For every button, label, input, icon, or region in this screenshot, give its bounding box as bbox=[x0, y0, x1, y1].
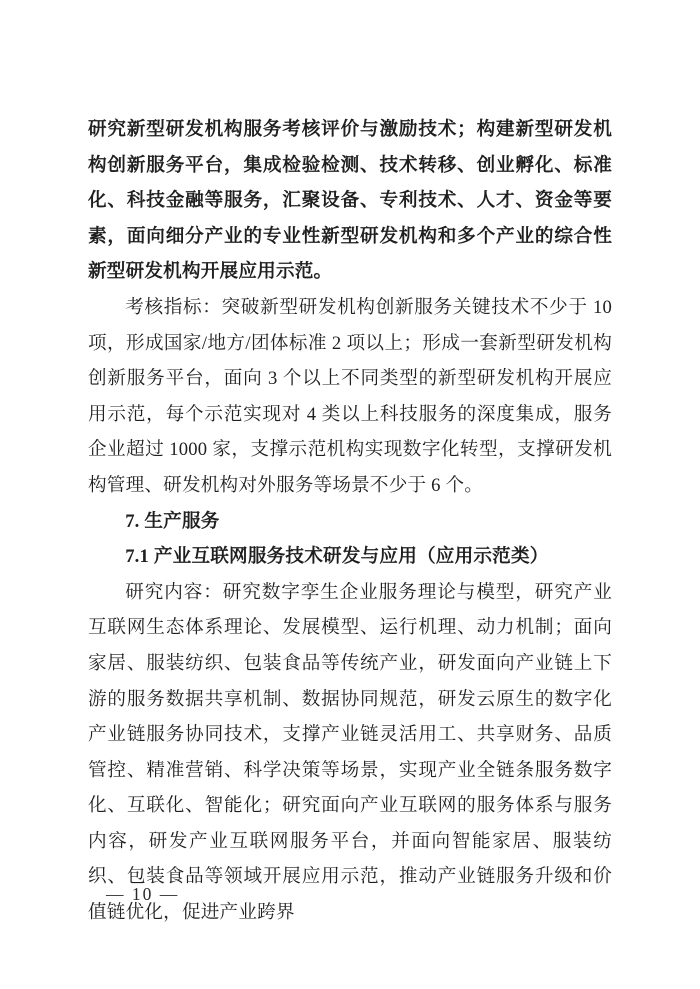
document-body bbox=[88, 112, 612, 931]
paragraph-research-content: 研究内容：研究数字孪生企业服务理论与模型，研究产业互联网生态体系理论、发展模型、运行机理、动力机制；面向家居、服装纺织、包装食品等传统产业，研发面向产业链上下游的服务数据共享机制、数据协同规范，研发云原生的数字化产业链服务协同技术，支撑产业链灵活用工、共享财务、品质管控、精准营销、科学决策等场景，实现产业全链条服务数字化、互联化、智能化；研究面向产业互联网的服务体系与服务内容，研发产业互联网服务平台，并面向智能家居、服装纺织、包装食品等领域开展应用示范，推动产业链服务升级和价值链优化，促进产业跨界 bbox=[88, 581, 612, 924]
paragraph-assessment-metrics: 考核指标：突破新型研发机构创新服务关键技术不少于 10 项，形成国家/地方/团体标准 2 项以上；形成一套新型研发机构创新服务平台，面向 3 个以上不同类型的新型研发机构开展应用示范，每个示范实现对 4 类以上科技服务的深度集成，服务企业超过 1000 家，支撑示范机构实现数字化转型，支撑研发机构管理、研发机构对外服务等场景不少于 6 个。 bbox=[88, 296, 612, 496]
page-number: — 10 — bbox=[106, 884, 180, 904]
page-footer bbox=[106, 883, 179, 905]
paragraph-research-content-continuation: 研究新型研发机构服务考核评价与激励技术；构建新型研发机构创新服务平台，集成检验检测、技术转移、创业孵化、标准化、科技金融等服务，汇聚设备、专利技术、人才、资金等要素，面向细分产业的专业性新型研发机构和多个产业的综合性新型研发机构开展应用示范。 bbox=[88, 119, 612, 283]
subsection-heading: 7.1 产业互联网服务技术研发与应用（应用示范类） bbox=[125, 546, 549, 568]
section-heading: 7. 生产服务 bbox=[125, 510, 220, 532]
